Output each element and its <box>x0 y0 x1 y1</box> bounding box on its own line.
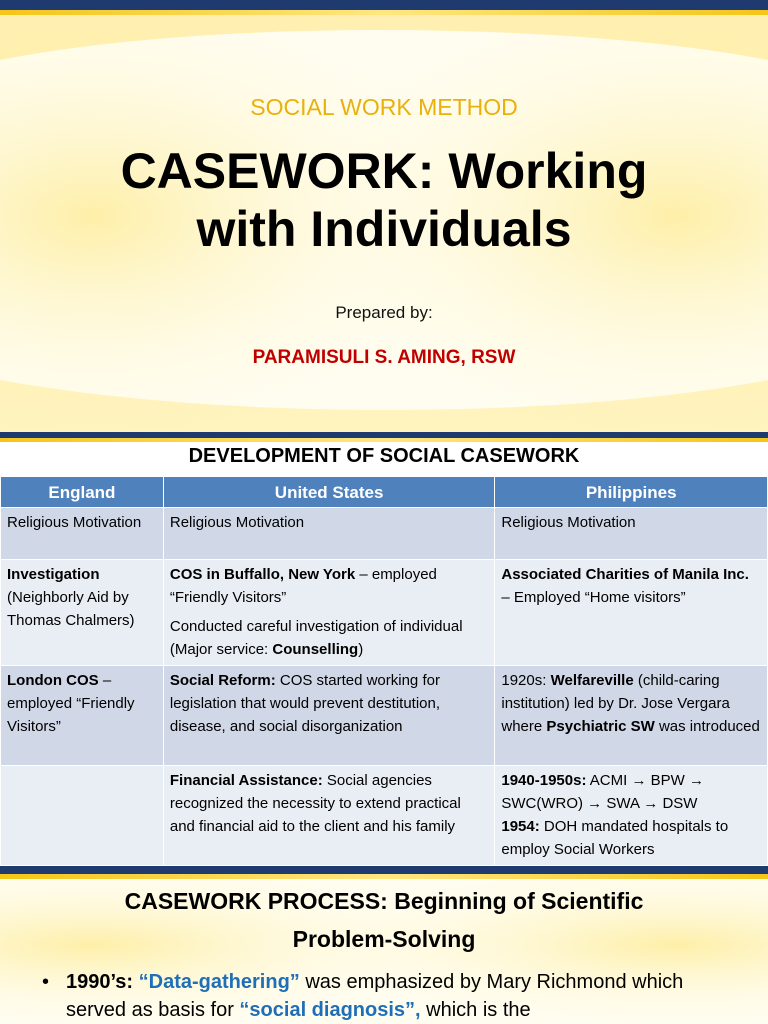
cell-england <box>1 766 164 866</box>
header-england: England <box>1 477 164 508</box>
cell-us: Financial Assistance: Social agencies recognized the necessity to extend practical and financial aid to the client and his family <box>163 766 495 866</box>
table-row <box>1 508 768 560</box>
table-title: DEVELOPMENT OF SOCIAL CASEWORK <box>188 445 580 467</box>
cell-ph: 1940-1950s: ACMI → BPW → SWC(WRO) → SWA → DSW 1954: DOH mandated hospitals to employ Social Workers <box>495 766 768 866</box>
bullet-text: 1990’s: “Data-gathering” was emphasized by Mary Richmond which served as basis for “social diagnosis”, which is the <box>66 971 684 1021</box>
top-navy-bar <box>0 0 768 10</box>
table-row <box>1 766 768 866</box>
bullet-item <box>42 968 742 1024</box>
cell-england: Religious Motivation <box>1 508 164 560</box>
development-table <box>0 476 768 866</box>
cell-ph: 1920s: Welfareville (child-caring institution) led by Dr. Jose Vergara where Psychiatric SW was introduced <box>495 666 768 766</box>
table-header-row <box>1 477 768 508</box>
cell-us: Religious Motivation <box>163 508 495 560</box>
cell-england: Investigation (Neighborly Aid by Thomas Chalmers) <box>1 560 164 666</box>
table-row <box>1 560 768 666</box>
slide-title-heading <box>0 142 768 258</box>
cell-us: Social Reform: COS started working for legislation that would prevent destitution, disease, and social disorganization <box>163 666 495 766</box>
cell-england: London COS – employed “Friendly Visitors” <box>1 666 164 766</box>
bullet-icon: • <box>42 971 50 993</box>
title-line-2: with Individuals <box>196 201 572 257</box>
slide-kicker: SOCIAL WORK METHOD <box>250 94 518 120</box>
slide-development <box>0 432 768 866</box>
title-line-1: CASEWORK: Working <box>120 143 648 199</box>
table-row <box>1 666 768 766</box>
process-title <box>0 882 768 958</box>
cell-us: COS in Buffallo, New York – employed “Friendly Visitors” Conducted careful investigation of individual (Major service: Counselling) <box>163 560 495 666</box>
cell-ph: Associated Charities of Manila Inc. – Employed “Home visitors” <box>495 560 768 666</box>
author-name: PARAMISULI S. AMING, RSW <box>252 347 516 368</box>
slide-casework-process <box>0 866 768 1024</box>
cell-ph: Religious Motivation <box>495 508 768 560</box>
process-title-line-1: CASEWORK PROCESS: Beginning of Scientific <box>124 888 644 914</box>
slide-title <box>0 0 768 432</box>
header-united-states: United States <box>163 477 495 508</box>
process-title-line-2: Problem-Solving <box>292 926 476 952</box>
prepared-by-label: Prepared by: <box>335 303 433 322</box>
header-philippines: Philippines <box>495 477 768 508</box>
